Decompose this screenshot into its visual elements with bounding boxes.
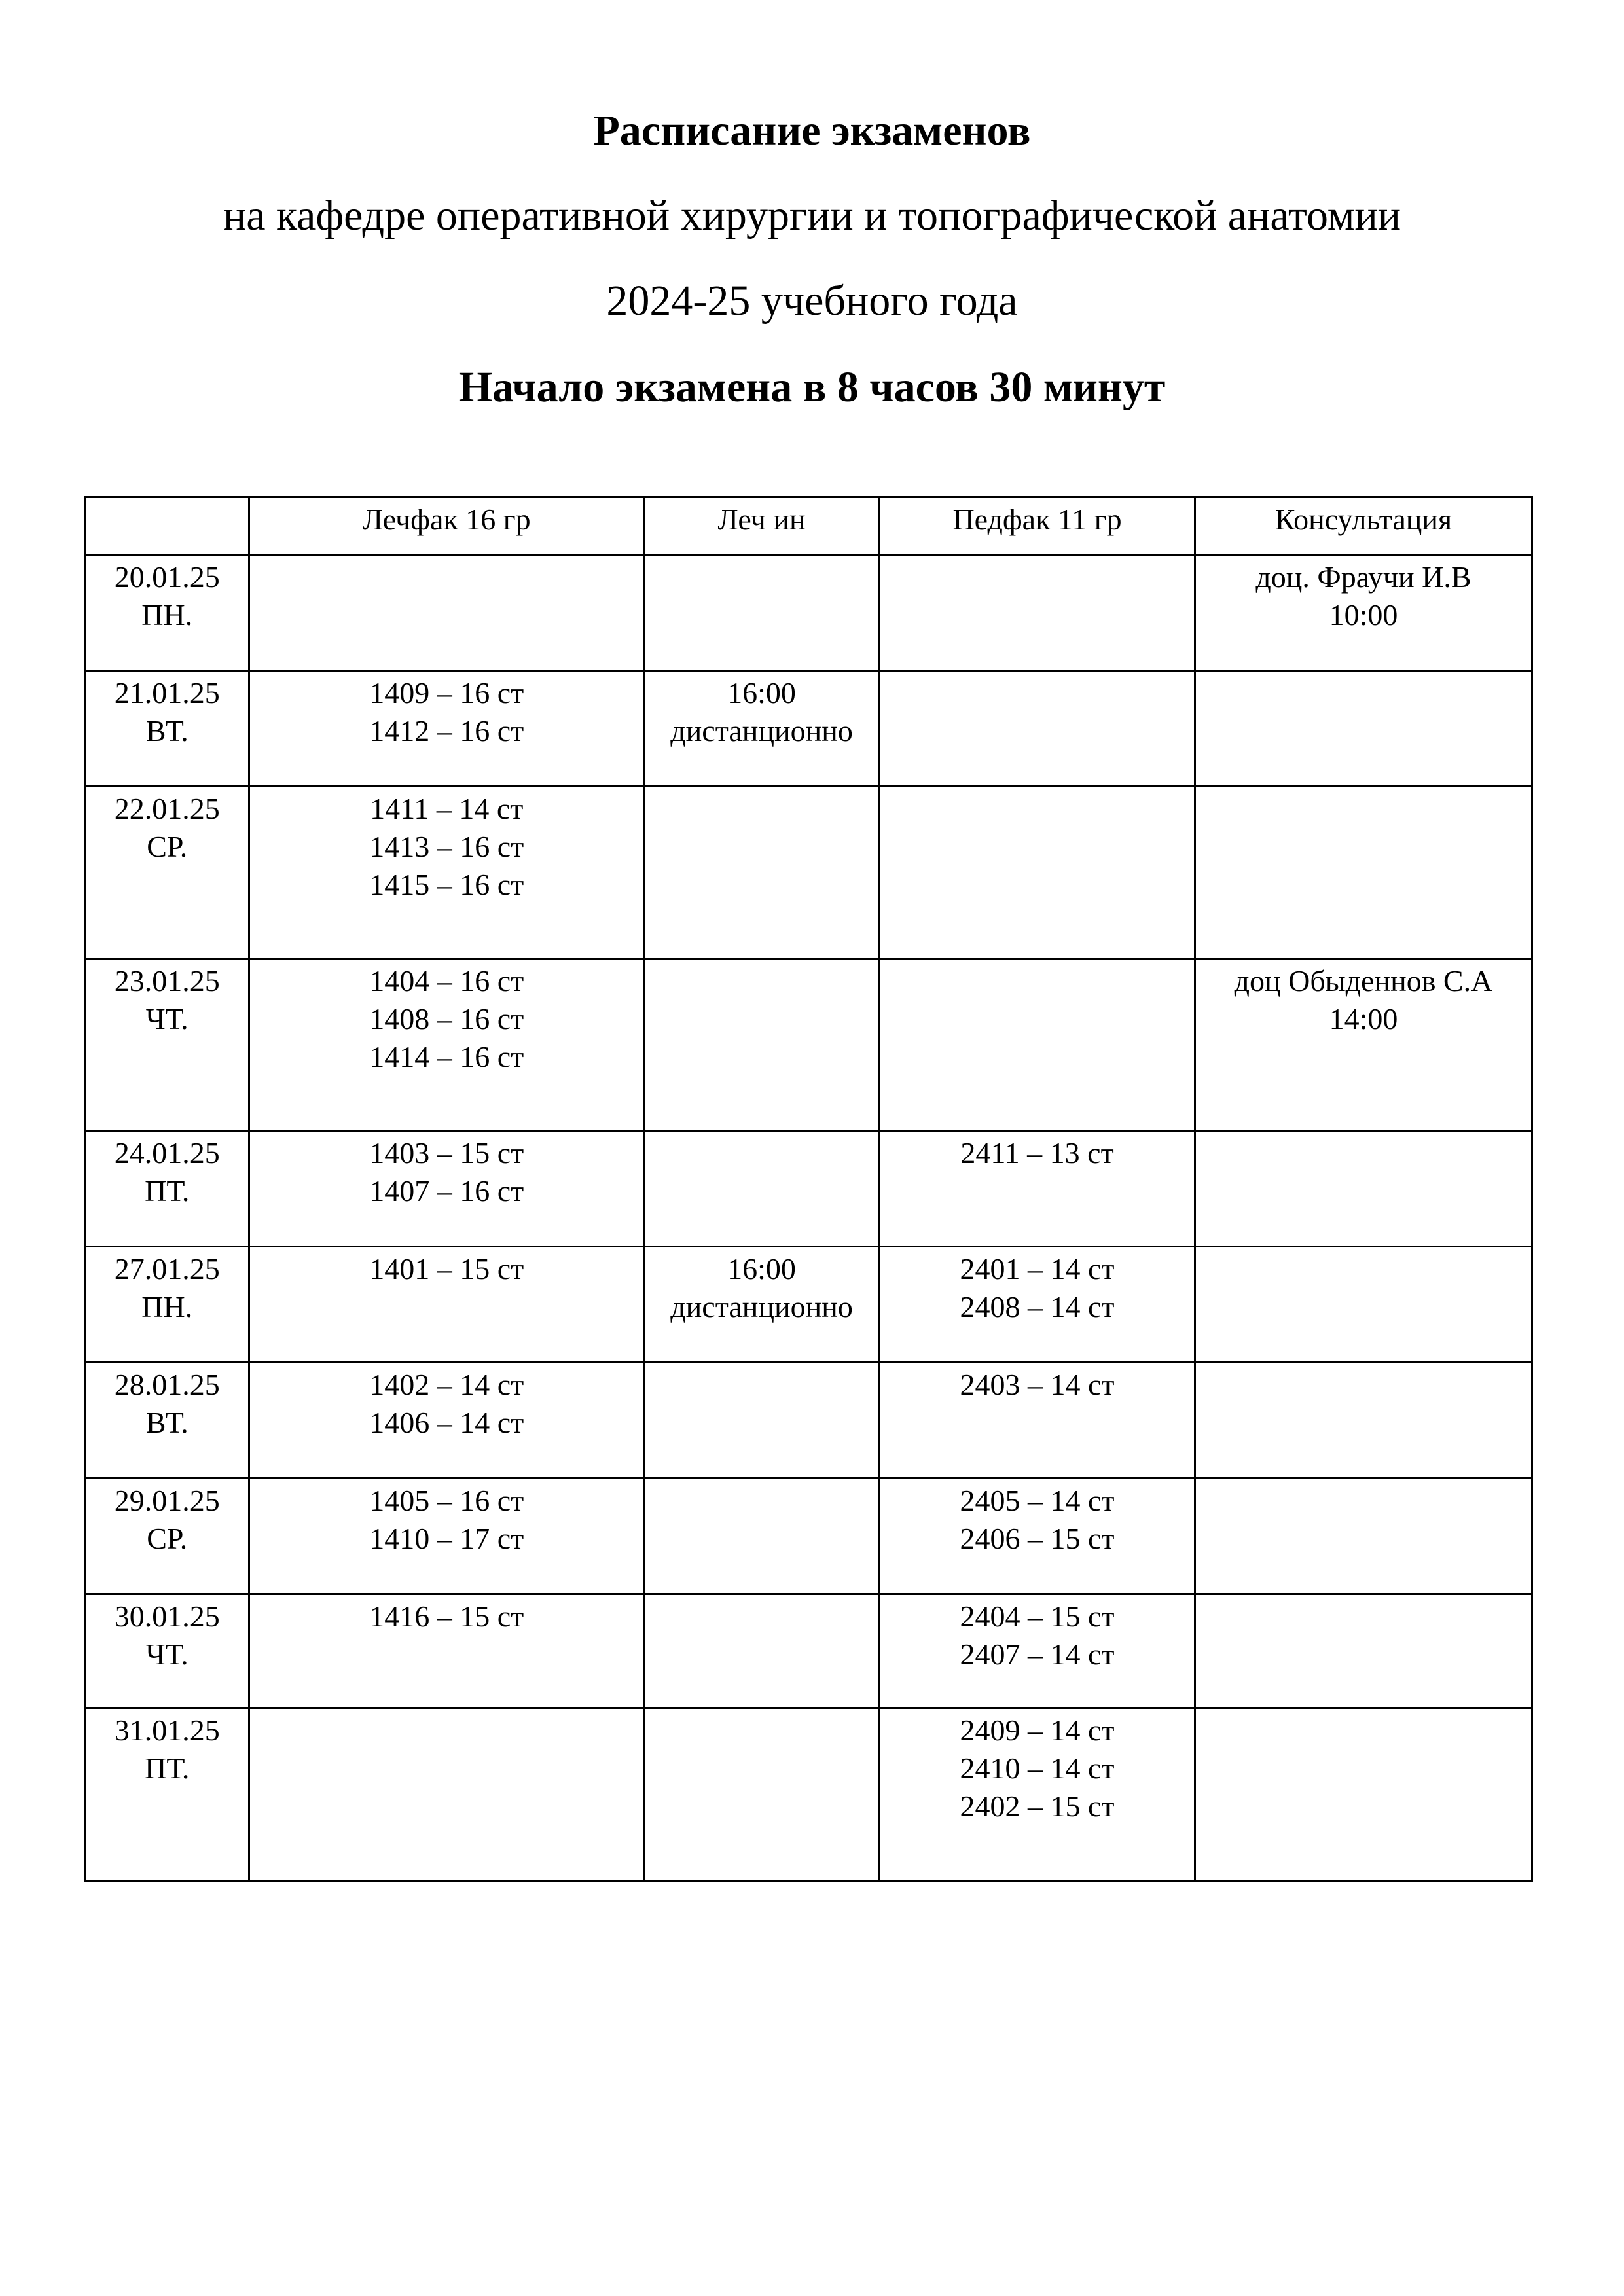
- cell-line: 1405 – 16 ст: [369, 1484, 524, 1517]
- date-text: 22.01.25: [114, 792, 220, 825]
- pedfak-cell: [880, 1479, 1195, 1594]
- cell-line: дистанционно: [670, 714, 853, 747]
- cell-line: 1407 – 16 ст: [369, 1174, 524, 1208]
- date-text: 28.01.25: [114, 1368, 220, 1401]
- weekday-text: СР.: [147, 1522, 188, 1555]
- lech-in-cell: [644, 1363, 880, 1479]
- date-text: 20.01.25: [114, 560, 220, 594]
- cell-line: 1402 – 14 ст: [369, 1368, 524, 1401]
- cell-line: 1415 – 16 ст: [369, 868, 524, 901]
- table-row: [85, 1247, 1532, 1363]
- pedfak-cell: [880, 1131, 1195, 1247]
- date-text: 23.01.25: [114, 964, 220, 997]
- consultation-cell: [1195, 1594, 1532, 1708]
- weekday-text: ПТ.: [145, 1751, 190, 1785]
- cell-line: 1403 – 15 ст: [369, 1136, 524, 1170]
- lechfak-cell: [249, 555, 644, 671]
- column-header-consultation: Консультация: [1195, 497, 1532, 555]
- cell-line: 1408 – 16 ст: [369, 1002, 524, 1035]
- date-cell: [85, 1247, 249, 1363]
- cell-line: 16:00: [727, 1252, 796, 1285]
- cell-line: доц Обыденнов С.А: [1234, 964, 1493, 997]
- table-row: [85, 959, 1532, 1131]
- cell-line: 10:00: [1329, 598, 1398, 632]
- weekday-text: ВТ.: [145, 1406, 189, 1439]
- date-cell: [85, 1708, 249, 1882]
- exam-start-time: Начало экзамена в 8 часов 30 минут: [458, 363, 1166, 411]
- weekday-text: ЧТ.: [145, 1638, 189, 1671]
- weekday-text: ЧТ.: [145, 1002, 189, 1035]
- cell-line: 2410 – 14 ст: [960, 1751, 1115, 1785]
- date-text: 29.01.25: [114, 1484, 220, 1517]
- consultation-cell: [1195, 555, 1532, 671]
- pedfak-cell: [880, 787, 1195, 959]
- cell-line: 2402 – 15 ст: [960, 1789, 1115, 1823]
- date-cell: [85, 671, 249, 787]
- cell-line: 1404 – 16 ст: [369, 964, 524, 997]
- cell-line: 1410 – 17 ст: [369, 1522, 524, 1555]
- cell-line: 1413 – 16 ст: [369, 830, 524, 863]
- lechfak-cell: [249, 1479, 644, 1594]
- table-header-row: [85, 497, 1532, 555]
- academic-year: 2024-25 учебного года: [606, 277, 1018, 325]
- consultation-cell: [1195, 1247, 1532, 1363]
- cell-line: 2403 – 14 ст: [960, 1368, 1115, 1401]
- cell-line: 1414 – 16 ст: [369, 1040, 524, 1073]
- lechfak-cell: [249, 787, 644, 959]
- pedfak-cell: [880, 671, 1195, 787]
- date-cell: [85, 1363, 249, 1479]
- pedfak-cell: [880, 1594, 1195, 1708]
- lech-in-cell: [644, 1479, 880, 1594]
- lech-in-cell: [644, 1594, 880, 1708]
- lech-in-cell: [644, 671, 880, 787]
- department-subtitle: на кафедре оперативной хирургии и топографической анатомии: [223, 192, 1401, 240]
- table-row: [85, 671, 1532, 787]
- table-row: [85, 1363, 1532, 1479]
- date-text: 30.01.25: [114, 1600, 220, 1633]
- cell-line: 2406 – 15 ст: [960, 1522, 1115, 1555]
- cell-line: 2407 – 14 ст: [960, 1638, 1115, 1671]
- weekday-text: ПТ.: [145, 1174, 190, 1208]
- date-text: 24.01.25: [114, 1136, 220, 1170]
- weekday-text: ПН.: [141, 1290, 193, 1323]
- pedfak-cell: [880, 1247, 1195, 1363]
- lech-in-cell: [644, 1131, 880, 1247]
- date-cell: [85, 1479, 249, 1594]
- lechfak-cell: [249, 1131, 644, 1247]
- cell-line: 1409 – 16 ст: [369, 676, 524, 709]
- consultation-cell: [1195, 671, 1532, 787]
- table-row: [85, 1594, 1532, 1708]
- table-row: [85, 555, 1532, 671]
- cell-line: 1411 – 14 ст: [370, 792, 524, 825]
- pedfak-cell: [880, 1708, 1195, 1882]
- lechfak-cell: [249, 1363, 644, 1479]
- cell-line: 16:00: [727, 676, 796, 709]
- cell-line: 2411 – 13 ст: [960, 1136, 1114, 1170]
- table-row: [85, 1708, 1532, 1882]
- date-cell: [85, 555, 249, 671]
- lech-in-cell: [644, 1708, 880, 1882]
- cell-line: доц. Фраучи И.В: [1255, 560, 1471, 594]
- column-header-date: [85, 497, 249, 555]
- cell-line: 2405 – 14 ст: [960, 1484, 1115, 1517]
- pedfak-cell: [880, 555, 1195, 671]
- column-header-lech-in: Леч ин: [644, 497, 880, 555]
- cell-line: 2409 – 14 ст: [960, 1713, 1115, 1747]
- column-header-lechfak: Лечфак 16 гр: [249, 497, 644, 555]
- consultation-cell: [1195, 787, 1532, 959]
- cell-line: 1416 – 15 ст: [369, 1600, 524, 1633]
- table-row: [85, 787, 1532, 959]
- cell-line: 2408 – 14 ст: [960, 1290, 1115, 1323]
- lechfak-cell: [249, 1594, 644, 1708]
- date-cell: [85, 1594, 249, 1708]
- cell-line: 2404 – 15 ст: [960, 1600, 1115, 1633]
- cell-line: дистанционно: [670, 1290, 853, 1323]
- consultation-cell: [1195, 1479, 1532, 1594]
- lechfak-cell: [249, 671, 644, 787]
- lech-in-cell: [644, 787, 880, 959]
- column-header-pedfak: Педфак 11 гр: [880, 497, 1195, 555]
- cell-line: 1401 – 15 ст: [369, 1252, 524, 1285]
- cell-line: 1412 – 16 ст: [369, 714, 524, 747]
- exam-schedule-table: [84, 496, 1533, 1882]
- pedfak-cell: [880, 959, 1195, 1131]
- date-text: 27.01.25: [114, 1252, 220, 1285]
- date-cell: [85, 787, 249, 959]
- page-title: Расписание экзаменов: [593, 107, 1031, 154]
- pedfak-cell: [880, 1363, 1195, 1479]
- lechfak-cell: [249, 1247, 644, 1363]
- consultation-cell: [1195, 1363, 1532, 1479]
- date-text: 21.01.25: [114, 676, 220, 709]
- date-cell: [85, 1131, 249, 1247]
- weekday-text: СР.: [147, 830, 188, 863]
- weekday-text: ВТ.: [145, 714, 189, 747]
- weekday-text: ПН.: [141, 598, 193, 632]
- lechfak-cell: [249, 959, 644, 1131]
- lechfak-cell: [249, 1708, 644, 1882]
- date-text: 31.01.25: [114, 1713, 220, 1747]
- lech-in-cell: [644, 555, 880, 671]
- consultation-cell: [1195, 1708, 1532, 1882]
- cell-line: 2401 – 14 ст: [960, 1252, 1115, 1285]
- table-row: [85, 1131, 1532, 1247]
- consultation-cell: [1195, 1131, 1532, 1247]
- cell-line: 1406 – 14 ст: [369, 1406, 524, 1439]
- lech-in-cell: [644, 1247, 880, 1363]
- table-body: [85, 555, 1532, 1882]
- date-cell: [85, 959, 249, 1131]
- lech-in-cell: [644, 959, 880, 1131]
- consultation-cell: [1195, 959, 1532, 1131]
- cell-line: 14:00: [1329, 1002, 1398, 1035]
- table-row: [85, 1479, 1532, 1594]
